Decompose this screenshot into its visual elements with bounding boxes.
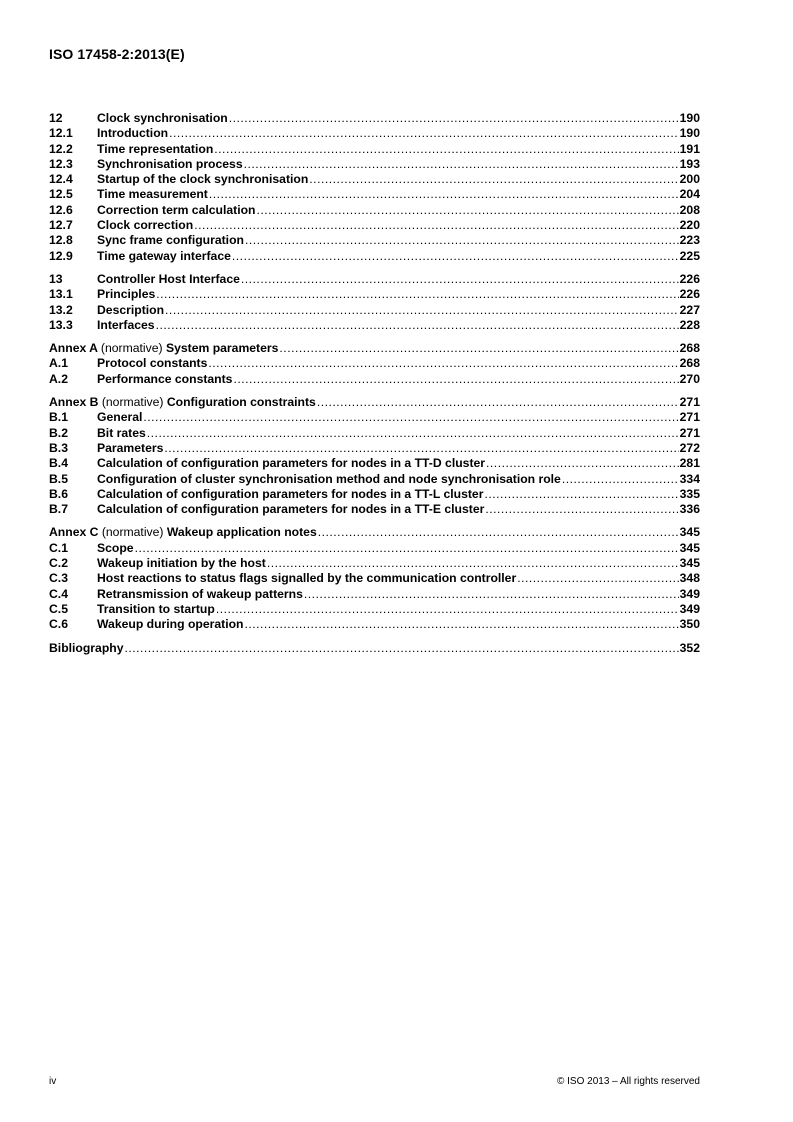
toc-entry-title: Time gateway interface xyxy=(97,248,231,263)
toc-page-number: 225 xyxy=(679,248,700,263)
toc-section xyxy=(49,341,700,387)
toc-entry[interactable] xyxy=(49,556,700,571)
toc-entry[interactable] xyxy=(49,472,700,487)
toc-leader-dots xyxy=(256,203,678,218)
document-header: ISO 17458-2:2013(E) xyxy=(49,46,185,62)
toc-entry[interactable] xyxy=(49,249,700,264)
toc-entry-title: Clock correction xyxy=(97,218,194,233)
toc-entry[interactable] xyxy=(49,356,700,371)
toc-entry-title: Introduction xyxy=(97,126,169,141)
toc-entry-number: 12.3 xyxy=(49,156,73,171)
toc-leader-dots xyxy=(562,472,679,487)
toc-entry-number: 12.6 xyxy=(49,202,73,217)
toc-page-number: 193 xyxy=(679,156,700,171)
toc-page-number: 271 xyxy=(679,395,700,410)
toc-leader-dots xyxy=(165,303,679,318)
toc-entry[interactable] xyxy=(49,203,700,218)
toc-entry[interactable] xyxy=(49,126,700,141)
toc-entry-title: Calculation of configuration parameters for nodes in a TT-D cluster xyxy=(97,456,486,471)
toc-entry-number: 12.8 xyxy=(49,233,73,248)
toc-entry-number: C.6 xyxy=(49,617,68,632)
toc-entry-title: Interfaces xyxy=(97,317,155,332)
toc-entry-number: C.5 xyxy=(49,601,68,616)
toc-entry[interactable] xyxy=(49,272,700,287)
toc-entry-number: 12 xyxy=(49,111,63,125)
toc-entry-title: Sync frame configuration xyxy=(97,233,244,248)
toc-entry-title: Calculation of configuration parameters for nodes in a TT-E cluster xyxy=(97,502,485,517)
toc-page-number: 268 xyxy=(679,356,700,371)
toc-page-number: 270 xyxy=(679,371,700,386)
toc-section xyxy=(49,641,700,656)
toc-annex-title xyxy=(49,395,316,410)
toc-entry-number: B.2 xyxy=(49,425,68,440)
toc-entry-title: Time representation xyxy=(97,141,214,156)
toc-entry-title: Protocol constants xyxy=(97,356,208,371)
toc-entry-title: Parameters xyxy=(97,440,164,455)
toc-leader-dots xyxy=(135,541,679,556)
toc-page-number: 220 xyxy=(679,218,700,233)
copyright-notice: © ISO 2013 – All rights reserved xyxy=(557,1076,700,1087)
toc-page-number: 226 xyxy=(679,271,700,286)
toc-entry[interactable] xyxy=(49,456,700,471)
toc-entry-title: Bit rates xyxy=(97,425,146,440)
toc-page-number: 349 xyxy=(679,601,700,616)
annex-label: Annex B xyxy=(49,395,99,410)
toc-page-number: 190 xyxy=(679,126,700,141)
toc-page-number: 345 xyxy=(679,525,700,540)
toc-entry-title: Synchronisation process xyxy=(97,156,243,171)
toc-page-number: 204 xyxy=(679,187,700,202)
toc-entry[interactable] xyxy=(49,111,700,126)
toc-leader-dots xyxy=(486,456,679,471)
toc-entry[interactable] xyxy=(49,287,700,302)
toc-leader-dots xyxy=(244,617,678,632)
toc-entry-title: Time measurement xyxy=(97,187,208,202)
toc-entry-title: Clock synchronisation xyxy=(97,111,228,125)
toc-entry-title: Description xyxy=(97,302,165,317)
toc-entry-number: C.1 xyxy=(49,540,68,555)
toc-section xyxy=(49,272,700,333)
toc-bibliography-entry[interactable] xyxy=(49,641,700,656)
toc-entry-title: Performance constants xyxy=(97,371,233,386)
toc-entry[interactable] xyxy=(49,142,700,157)
toc-leader-dots xyxy=(241,272,679,287)
toc-section xyxy=(49,395,700,517)
toc-entry-title: Startup of the clock synchronisation xyxy=(97,172,309,187)
toc-entry[interactable] xyxy=(49,487,700,502)
toc-section xyxy=(49,111,700,264)
toc-entry-title: Bibliography xyxy=(49,640,124,655)
toc-page-number: 352 xyxy=(679,640,700,655)
toc-entry-number: B.3 xyxy=(49,440,68,455)
toc-entry-number: C.3 xyxy=(49,571,68,586)
toc-leader-dots xyxy=(318,525,679,540)
toc-leader-dots xyxy=(169,126,679,141)
toc-page-number: 226 xyxy=(679,287,700,302)
toc-entry-title: Principles xyxy=(97,287,156,302)
toc-leader-dots xyxy=(164,441,678,456)
toc-leader-dots xyxy=(156,318,679,333)
toc-page-number: 200 xyxy=(679,172,700,187)
annex-kind: (normative) xyxy=(101,395,164,410)
annex-label: Annex C xyxy=(49,525,99,540)
toc-page-number: 345 xyxy=(679,556,700,571)
toc-entry[interactable] xyxy=(49,303,700,318)
toc-page-number: 335 xyxy=(679,486,700,501)
toc-leader-dots xyxy=(156,287,678,302)
toc-page-number: 190 xyxy=(679,111,700,125)
toc-entry-number: B.7 xyxy=(49,502,68,517)
toc-entry[interactable] xyxy=(49,571,700,586)
toc-entry[interactable] xyxy=(49,233,700,248)
toc-entry-title: Configuration of cluster synchronisation method and node synchronisation role xyxy=(97,471,561,486)
toc-entry-number: B.5 xyxy=(49,471,68,486)
toc-leader-dots xyxy=(232,249,679,264)
toc-entry-number: 12.7 xyxy=(49,218,73,233)
toc-leader-dots xyxy=(214,142,678,157)
toc-page-number: 336 xyxy=(679,502,700,517)
annex-title: Wakeup application notes xyxy=(166,525,317,540)
toc-entry[interactable] xyxy=(49,426,700,441)
toc-entry[interactable] xyxy=(49,602,700,617)
toc-page-number: 345 xyxy=(679,540,700,555)
toc-entry-number: 13 xyxy=(49,271,63,286)
toc-page-number: 350 xyxy=(679,617,700,632)
toc-entry-title: Calculation of configuration parameters for nodes in a TT-L cluster xyxy=(97,486,484,501)
toc-leader-dots xyxy=(279,341,678,356)
annex-label: Annex A xyxy=(49,341,98,356)
toc-leader-dots xyxy=(485,502,678,517)
toc-leader-dots xyxy=(244,157,679,172)
annex-title: Configuration constraints xyxy=(166,395,316,410)
toc-entry[interactable] xyxy=(49,502,700,517)
toc-annex-entry[interactable] xyxy=(49,525,700,540)
toc-entry-number: B.6 xyxy=(49,486,68,501)
toc-entry-number: A.2 xyxy=(49,371,68,386)
toc-entry-title: Controller Host Interface xyxy=(97,271,240,286)
toc-page-number: 334 xyxy=(679,471,700,486)
toc-leader-dots xyxy=(267,556,679,571)
toc-entry[interactable] xyxy=(49,172,700,187)
toc-entry-number: B.4 xyxy=(49,456,68,471)
toc-entry[interactable] xyxy=(49,441,700,456)
toc-entry-number: 12.5 xyxy=(49,187,73,202)
toc-leader-dots xyxy=(194,218,678,233)
toc-leader-dots xyxy=(124,641,678,656)
toc-page-number: 272 xyxy=(679,440,700,455)
annex-kind: (normative) xyxy=(101,525,164,540)
table-of-contents xyxy=(49,111,700,664)
toc-leader-dots xyxy=(209,187,679,202)
toc-entry-title: Transition to startup xyxy=(97,601,215,616)
toc-leader-dots xyxy=(143,410,678,425)
toc-page-number: 208 xyxy=(679,202,700,217)
toc-entry[interactable] xyxy=(49,218,700,233)
toc-entry-title: Scope xyxy=(97,540,134,555)
toc-entry[interactable] xyxy=(49,318,700,333)
toc-entry-number: C.2 xyxy=(49,556,68,571)
toc-leader-dots xyxy=(208,356,678,371)
page-number: iv xyxy=(49,1076,57,1087)
toc-entry-number: A.1 xyxy=(49,356,68,371)
toc-page-number: 271 xyxy=(679,410,700,425)
toc-entry-number: 13.3 xyxy=(49,317,73,332)
toc-leader-dots xyxy=(233,372,678,387)
toc-entry-number: 12.1 xyxy=(49,126,73,141)
toc-entry[interactable] xyxy=(49,157,700,172)
toc-annex-title xyxy=(49,341,278,356)
toc-entry-number: C.4 xyxy=(49,586,68,601)
page-footer xyxy=(49,1076,700,1087)
toc-annex-entry[interactable] xyxy=(49,341,700,356)
toc-entry-title: Wakeup initiation by the host xyxy=(97,556,266,571)
toc-page-number: 191 xyxy=(679,141,700,156)
toc-page-number: 227 xyxy=(679,302,700,317)
toc-leader-dots xyxy=(304,587,679,602)
toc-leader-dots xyxy=(517,571,678,586)
toc-entry[interactable] xyxy=(49,410,700,425)
toc-annex-title xyxy=(49,525,317,540)
annex-kind: (normative) xyxy=(100,341,163,356)
toc-entry-number: 13.2 xyxy=(49,302,73,317)
toc-page-number: 223 xyxy=(679,233,700,248)
toc-leader-dots xyxy=(484,487,678,502)
toc-leader-dots xyxy=(245,233,679,248)
toc-entry-number: 12.2 xyxy=(49,141,73,156)
toc-entry-title: Host reactions to status flags signalled by the communication controller xyxy=(97,571,517,586)
toc-entry-title: Wakeup during operation xyxy=(97,617,244,632)
toc-entry-title: General xyxy=(97,410,143,425)
toc-leader-dots xyxy=(147,426,679,441)
annex-title: System parameters xyxy=(165,341,279,356)
toc-entry-title: Retransmission of wakeup patterns xyxy=(97,586,303,601)
toc-entry[interactable] xyxy=(49,187,700,202)
toc-entry-number: B.1 xyxy=(49,410,68,425)
toc-entry-number: 13.1 xyxy=(49,287,73,302)
toc-page-number: 271 xyxy=(679,425,700,440)
toc-page-number: 349 xyxy=(679,586,700,601)
toc-entry[interactable] xyxy=(49,541,700,556)
toc-section xyxy=(49,525,700,632)
toc-page-number: 281 xyxy=(679,456,700,471)
toc-entry-title: Correction term calculation xyxy=(97,202,256,217)
toc-entry[interactable] xyxy=(49,372,700,387)
toc-leader-dots xyxy=(309,172,678,187)
toc-entry-number: 12.4 xyxy=(49,172,73,187)
toc-leader-dots xyxy=(317,395,679,410)
toc-page-number: 268 xyxy=(679,341,700,356)
toc-leader-dots xyxy=(216,602,679,617)
toc-entry-number: 12.9 xyxy=(49,248,73,263)
toc-entry[interactable] xyxy=(49,617,700,632)
toc-leader-dots xyxy=(229,111,679,126)
toc-entry[interactable] xyxy=(49,587,700,602)
toc-page-number: 348 xyxy=(679,571,700,586)
toc-annex-entry[interactable] xyxy=(49,395,700,410)
toc-page-number: 228 xyxy=(679,317,700,332)
